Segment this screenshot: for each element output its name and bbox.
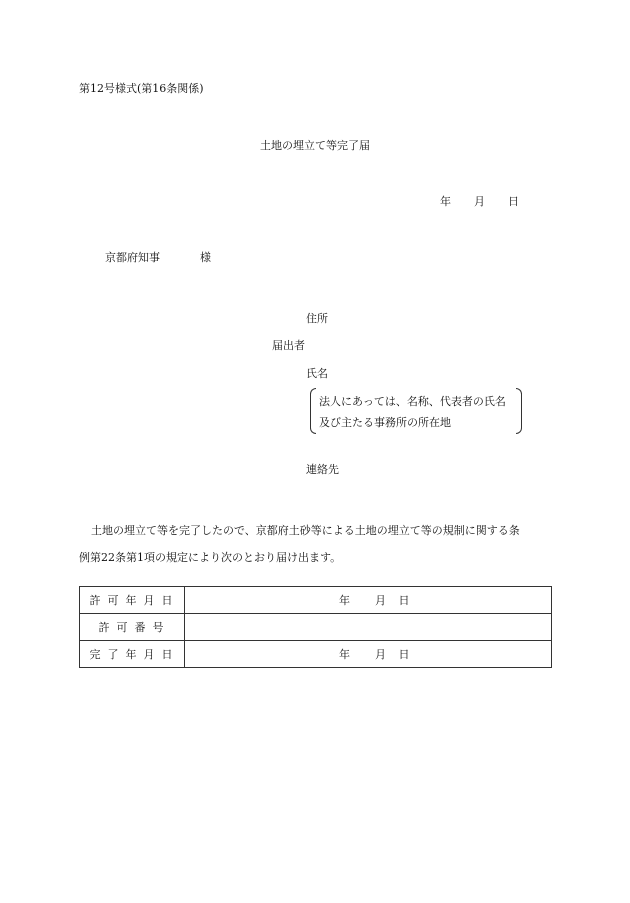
permit-date-year: 年 xyxy=(339,594,350,607)
left-bracket xyxy=(310,388,316,434)
address-label: 住所 xyxy=(306,312,328,325)
name-label: 氏名 xyxy=(306,367,328,380)
completion-date-day: 日 xyxy=(398,648,410,661)
form-number: 第12号様式(第16条関係) xyxy=(79,82,204,95)
document-title: 土地の埋立て等完了届 xyxy=(260,139,370,152)
contact-label: 連絡先 xyxy=(306,463,339,476)
date-day-label: 日 xyxy=(508,195,519,208)
body-text xyxy=(79,517,554,571)
table-row-completion-date xyxy=(80,641,552,668)
reporter-label: 届出者 xyxy=(272,339,305,352)
completion-date-month: 月 xyxy=(375,648,386,661)
permit-number-value xyxy=(185,614,552,641)
permit-number-label: 許可番号 xyxy=(80,614,185,641)
permit-date-label: 許可年月日 xyxy=(80,587,185,614)
right-bracket xyxy=(516,388,522,434)
table-row-permit-date xyxy=(80,587,552,614)
permit-date-month: 月 xyxy=(375,594,386,607)
body-line-1: 土地の埋立て等を完了したので、京都府土砂等による土地の埋立て等の規制に関する条 xyxy=(91,524,520,537)
completion-date-label: 完了年月日 xyxy=(80,641,185,668)
permit-date-day: 日 xyxy=(398,594,410,607)
date-year-label: 年 xyxy=(440,195,451,208)
completion-date-value xyxy=(185,641,552,668)
info-table xyxy=(79,586,552,668)
corporate-note-line-1: 法人にあっては、名称、代表者の氏名 xyxy=(319,395,506,408)
completion-date-year: 年 xyxy=(339,648,350,661)
corporate-note-line-2: 及び主たる事務所の所在地 xyxy=(319,416,451,429)
body-line-2: 例第22条第1項の規定により次のとおり届け出ます。 xyxy=(79,551,342,564)
corporate-note xyxy=(310,388,522,434)
submission-date xyxy=(440,193,519,209)
addressee-name: 京都府知事 xyxy=(105,251,160,264)
permit-date-value xyxy=(185,587,552,614)
table-row-permit-number xyxy=(80,614,552,641)
date-month-label: 月 xyxy=(474,195,485,208)
addressee xyxy=(105,249,211,265)
addressee-honorific: 様 xyxy=(200,251,211,264)
